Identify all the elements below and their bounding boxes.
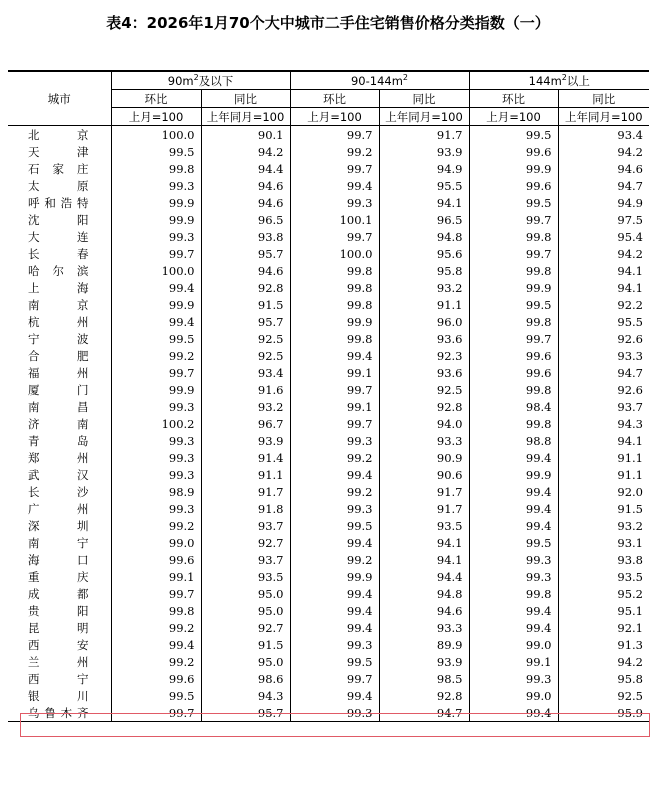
index-value: 94.6: [201, 177, 290, 194]
table-row: [8, 687, 649, 704]
index-value: 99.0: [111, 534, 201, 551]
city-name: 长沙: [28, 484, 89, 499]
index-value: 99.7: [290, 228, 379, 245]
city-name: 昆明: [28, 620, 89, 635]
index-value: 99.6: [469, 177, 558, 194]
city-name: 长春: [28, 246, 89, 261]
index-value: 92.1: [558, 619, 649, 636]
index-value: 96.5: [379, 211, 469, 228]
index-value: 99.4: [469, 602, 558, 619]
index-value: 95.1: [558, 602, 649, 619]
city-name: 南昌: [28, 399, 89, 414]
index-value: 100.1: [290, 211, 379, 228]
index-value: 93.9: [201, 432, 290, 449]
index-value: 93.6: [379, 364, 469, 381]
index-value: 99.2: [290, 483, 379, 500]
index-value: 99.3: [111, 500, 201, 517]
index-value: 91.5: [558, 500, 649, 517]
index-value: 99.9: [111, 194, 201, 211]
index-value: 99.8: [290, 330, 379, 347]
index-value: 99.7: [290, 381, 379, 398]
sub-header-yoy: 同比: [201, 90, 290, 108]
index-value: 89.9: [379, 636, 469, 653]
base-header-yoy: 上年同月=100: [558, 108, 649, 126]
city-name: 贵阳: [28, 603, 89, 618]
city-name: 西宁: [28, 671, 89, 686]
index-value: 93.7: [201, 551, 290, 568]
index-value: 99.4: [290, 466, 379, 483]
index-value: 99.2: [111, 347, 201, 364]
index-value: 93.9: [379, 143, 469, 160]
city-name: 北京: [28, 127, 89, 142]
index-value: 95.8: [558, 670, 649, 687]
index-value: 100.0: [111, 262, 201, 279]
city-name: 深圳: [28, 518, 89, 533]
table-row: [8, 449, 649, 466]
table-row: [8, 143, 649, 160]
index-value: 99.7: [111, 364, 201, 381]
index-value: 93.3: [558, 347, 649, 364]
index-value: 99.8: [290, 296, 379, 313]
city-name: 石家庄: [28, 161, 89, 176]
index-value: 91.5: [201, 636, 290, 653]
index-value: 93.7: [201, 517, 290, 534]
index-value: 92.7: [201, 534, 290, 551]
index-value: 99.1: [290, 398, 379, 415]
table-row: [8, 228, 649, 245]
index-value: 99.6: [469, 143, 558, 160]
index-value: 99.9: [111, 381, 201, 398]
index-value: 92.8: [201, 279, 290, 296]
table-row: [8, 602, 649, 619]
city-name: 太原: [28, 178, 89, 193]
city-name: 杭州: [28, 314, 89, 329]
index-value: 99.8: [469, 415, 558, 432]
index-value: 99.8: [469, 262, 558, 279]
index-value: 93.8: [558, 551, 649, 568]
index-value: 91.5: [201, 296, 290, 313]
city-name: 青岛: [28, 433, 89, 448]
index-value: 99.8: [469, 585, 558, 602]
group-header-mid: $90-144m^2$: [290, 71, 469, 90]
index-value: 95.4: [558, 228, 649, 245]
index-value: 92.6: [558, 381, 649, 398]
index-value: 94.2: [558, 653, 649, 670]
city-header: 城市: [8, 71, 111, 126]
index-value: 99.6: [111, 551, 201, 568]
index-value: 99.2: [290, 143, 379, 160]
sub-header-mom: 环比: [290, 90, 379, 108]
index-value: 95.9: [558, 704, 649, 722]
index-value: 99.7: [290, 160, 379, 177]
index-value: 94.1: [379, 534, 469, 551]
index-value: 95.2: [558, 585, 649, 602]
index-value: 95.5: [558, 313, 649, 330]
index-value: 99.4: [469, 449, 558, 466]
index-value: 99.8: [290, 279, 379, 296]
index-value: 95.7: [201, 313, 290, 330]
index-value: 99.4: [111, 313, 201, 330]
index-value: 99.4: [469, 619, 558, 636]
index-value: 93.9: [379, 653, 469, 670]
index-value: 99.8: [111, 160, 201, 177]
city-name: 南京: [28, 297, 89, 312]
index-value: 93.2: [379, 279, 469, 296]
index-value: 92.5: [379, 381, 469, 398]
index-value: 92.5: [201, 330, 290, 347]
index-value: 99.8: [111, 602, 201, 619]
city-name: 广州: [28, 501, 89, 516]
base-header-mom: 上月=100: [111, 108, 201, 126]
index-value: 95.6: [379, 245, 469, 262]
index-value: 99.3: [111, 177, 201, 194]
index-value: 99.9: [469, 160, 558, 177]
index-value: 99.4: [290, 585, 379, 602]
index-value: 93.5: [558, 568, 649, 585]
index-value: 99.5: [111, 143, 201, 160]
table-row: [8, 330, 649, 347]
index-value: 93.2: [558, 517, 649, 534]
index-value: 95.7: [201, 704, 290, 722]
base-header-mom: 上月=100: [290, 108, 379, 126]
index-value: 90.1: [201, 126, 290, 144]
index-value: 94.1: [558, 279, 649, 296]
city-name: 沈阳: [28, 212, 89, 227]
index-value: 98.6: [201, 670, 290, 687]
index-value: 91.8: [201, 500, 290, 517]
table-row: [8, 194, 649, 211]
city-name: 合肥: [28, 348, 89, 363]
index-value: 96.7: [201, 415, 290, 432]
index-value: 99.3: [469, 568, 558, 585]
index-value: 99.3: [290, 500, 379, 517]
city-name: 宁波: [28, 331, 89, 346]
index-value: 94.7: [558, 177, 649, 194]
index-value: 91.7: [201, 483, 290, 500]
index-value: 94.2: [558, 245, 649, 262]
index-value: 99.5: [469, 126, 558, 144]
index-value: 95.5: [379, 177, 469, 194]
index-value: 94.6: [379, 602, 469, 619]
index-value: 93.6: [379, 330, 469, 347]
table-row: [8, 160, 649, 177]
index-value: 99.2: [111, 619, 201, 636]
index-value: 99.7: [290, 670, 379, 687]
index-value: 92.6: [558, 330, 649, 347]
index-value: 96.0: [379, 313, 469, 330]
index-value: 99.3: [111, 466, 201, 483]
sub-header-mom: 环比: [111, 90, 201, 108]
index-value: 99.4: [469, 483, 558, 500]
index-value: 99.3: [469, 551, 558, 568]
index-value: 93.3: [379, 619, 469, 636]
index-value: 94.6: [558, 160, 649, 177]
index-value: 99.6: [469, 364, 558, 381]
index-value: 99.7: [290, 415, 379, 432]
sub-header-yoy: 同比: [379, 90, 469, 108]
table-row: [8, 466, 649, 483]
city-name: 南宁: [28, 535, 89, 550]
index-value: 91.6: [201, 381, 290, 398]
table-body: [8, 126, 649, 722]
index-value: 99.1: [469, 653, 558, 670]
index-value: 99.7: [111, 585, 201, 602]
index-value: 100.0: [290, 245, 379, 262]
index-value: 94.2: [558, 143, 649, 160]
table-row: [8, 177, 649, 194]
index-value: 92.5: [201, 347, 290, 364]
table-row: [8, 245, 649, 262]
index-value: 98.9: [111, 483, 201, 500]
index-value: 99.3: [111, 449, 201, 466]
index-value: 99.7: [111, 245, 201, 262]
index-value: 99.7: [469, 211, 558, 228]
city-name: 郑州: [28, 450, 89, 465]
index-value: 99.5: [111, 330, 201, 347]
index-value: 99.4: [469, 704, 558, 722]
index-value: 99.4: [290, 602, 379, 619]
index-value: 99.1: [290, 364, 379, 381]
index-value: 99.6: [111, 670, 201, 687]
index-value: 99.4: [290, 534, 379, 551]
index-value: 93.3: [379, 432, 469, 449]
table-row: [8, 364, 649, 381]
base-header-yoy: 上年同月=100: [201, 108, 290, 126]
index-value: 91.7: [379, 500, 469, 517]
index-value: 95.7: [201, 245, 290, 262]
group-header-small: $90m^2$及以下: [111, 71, 290, 90]
city-name: 大连: [28, 229, 89, 244]
index-value: 92.0: [558, 483, 649, 500]
index-value: 100.0: [111, 126, 201, 144]
index-value: 94.8: [379, 228, 469, 245]
index-value: 94.6: [201, 194, 290, 211]
table-row: [8, 619, 649, 636]
sub-header-mom: 环比: [469, 90, 558, 108]
index-value: 99.7: [290, 126, 379, 144]
table-row: [8, 279, 649, 296]
index-value: 99.3: [290, 194, 379, 211]
index-value: 99.4: [290, 687, 379, 704]
table-row: [8, 381, 649, 398]
table-row: [8, 653, 649, 670]
table-row: [8, 126, 649, 144]
index-value: 94.4: [201, 160, 290, 177]
index-value: 99.9: [290, 313, 379, 330]
table-row: [8, 432, 649, 449]
index-value: 92.2: [558, 296, 649, 313]
city-name: 哈尔滨: [28, 263, 89, 278]
table-row: [8, 670, 649, 687]
index-value: 99.5: [290, 517, 379, 534]
index-value: 91.1: [201, 466, 290, 483]
index-value: 94.1: [558, 432, 649, 449]
city-name: 福州: [28, 365, 89, 380]
city-name: 呼和浩特: [28, 195, 89, 210]
city-name: 重庆: [28, 569, 89, 584]
index-value: 94.7: [558, 364, 649, 381]
index-value: 99.3: [111, 228, 201, 245]
index-value: 94.2: [201, 143, 290, 160]
index-value: 93.4: [201, 364, 290, 381]
table-title: 表4：2026年1月70个大中城市二手住宅销售价格分类指数（一）: [106, 14, 550, 32]
index-value: 96.5: [201, 211, 290, 228]
index-value: 99.4: [290, 619, 379, 636]
city-name: 兰州: [28, 654, 89, 669]
index-value: 100.2: [111, 415, 201, 432]
index-value: 94.1: [379, 551, 469, 568]
index-value: 99.2: [290, 551, 379, 568]
index-value: 92.5: [558, 687, 649, 704]
group-header-large: $144m^2$以上: [469, 71, 649, 90]
index-value: 98.5: [379, 670, 469, 687]
index-value: 99.3: [290, 432, 379, 449]
city-name: 乌鲁木齐: [8, 704, 111, 722]
index-value: 94.3: [201, 687, 290, 704]
index-value: 93.2: [201, 398, 290, 415]
index-value: 99.8: [469, 228, 558, 245]
city-name: 上海: [28, 280, 89, 295]
index-value: 91.7: [379, 483, 469, 500]
index-value: 99.3: [111, 398, 201, 415]
city-name: 武汉: [28, 467, 89, 482]
index-value: 99.9: [111, 211, 201, 228]
index-value: 99.5: [469, 296, 558, 313]
index-value: 91.7: [379, 126, 469, 144]
index-value: 99.5: [469, 534, 558, 551]
index-value: 93.1: [558, 534, 649, 551]
city-name: 成都: [28, 586, 89, 601]
index-value: 99.0: [469, 636, 558, 653]
index-value: 99.5: [111, 687, 201, 704]
index-value: 95.0: [201, 585, 290, 602]
index-value: 98.4: [469, 398, 558, 415]
index-value: 99.9: [469, 466, 558, 483]
index-value: 99.9: [469, 279, 558, 296]
table-row: [8, 483, 649, 500]
index-value: 92.3: [379, 347, 469, 364]
index-value: 99.4: [111, 636, 201, 653]
index-value: 93.7: [558, 398, 649, 415]
index-value: 99.5: [290, 653, 379, 670]
table-row: [8, 585, 649, 602]
index-value: 95.0: [201, 653, 290, 670]
index-value: 99.8: [290, 262, 379, 279]
index-value: 90.6: [379, 466, 469, 483]
index-value: 99.9: [290, 568, 379, 585]
index-value: 94.9: [558, 194, 649, 211]
index-value: 91.4: [201, 449, 290, 466]
index-value: 92.7: [201, 619, 290, 636]
price-index-table: [8, 70, 649, 722]
index-value: 94.0: [379, 415, 469, 432]
index-value: 95.0: [201, 602, 290, 619]
index-value: 94.8: [379, 585, 469, 602]
city-name: 海口: [28, 552, 89, 567]
index-value: 94.7: [379, 704, 469, 722]
sub-header-yoy: 同比: [558, 90, 649, 108]
table-row: [8, 568, 649, 585]
index-value: 92.8: [379, 687, 469, 704]
index-value: 99.7: [111, 704, 201, 722]
index-value: 94.3: [558, 415, 649, 432]
index-value: 99.1: [111, 568, 201, 585]
index-value: 94.4: [379, 568, 469, 585]
index-value: 90.9: [379, 449, 469, 466]
index-value: 99.4: [111, 279, 201, 296]
index-value: 99.4: [469, 517, 558, 534]
index-value: 93.5: [201, 568, 290, 585]
index-value: 94.1: [379, 194, 469, 211]
table-row: [8, 262, 649, 279]
index-value: 93.5: [379, 517, 469, 534]
city-name: 济南: [28, 416, 89, 431]
index-value: 92.8: [379, 398, 469, 415]
index-value: 93.4: [558, 126, 649, 144]
table-row: [8, 636, 649, 653]
index-value: 99.3: [111, 432, 201, 449]
index-value: 94.1: [558, 262, 649, 279]
city-name: 厦门: [28, 382, 89, 397]
index-value: 99.2: [111, 653, 201, 670]
index-value: 99.4: [290, 347, 379, 364]
index-value: 99.7: [469, 245, 558, 262]
table-row: [8, 211, 649, 228]
index-value: 91.1: [558, 449, 649, 466]
table-row: [8, 313, 649, 330]
index-value: 99.6: [469, 347, 558, 364]
index-value: 99.8: [469, 313, 558, 330]
table-row: [8, 296, 649, 313]
index-value: 91.3: [558, 636, 649, 653]
table-row: [8, 415, 649, 432]
highlight-box: [20, 713, 650, 737]
table-row: [8, 500, 649, 517]
base-header-yoy: 上年同月=100: [379, 108, 469, 126]
index-value: 97.5: [558, 211, 649, 228]
index-value: 99.4: [469, 500, 558, 517]
index-value: 99.2: [290, 449, 379, 466]
table-row: [8, 398, 649, 415]
city-name: 天津: [28, 144, 89, 159]
index-value: 93.8: [201, 228, 290, 245]
index-value: 95.8: [379, 262, 469, 279]
index-value: 99.5: [469, 194, 558, 211]
index-value: 94.6: [201, 262, 290, 279]
city-name: 银川: [28, 688, 89, 703]
base-header-mom: 上月=100: [469, 108, 558, 126]
index-value: 99.8: [469, 381, 558, 398]
table-row: [8, 347, 649, 364]
index-value: 94.9: [379, 160, 469, 177]
index-value: 99.9: [111, 296, 201, 313]
index-value: 98.8: [469, 432, 558, 449]
city-name: 西安: [28, 637, 89, 652]
index-value: 91.1: [558, 466, 649, 483]
table-row: [8, 551, 649, 568]
index-value: 99.3: [290, 704, 379, 722]
index-value: 99.4: [290, 177, 379, 194]
index-value: 91.1: [379, 296, 469, 313]
index-value: 99.3: [469, 670, 558, 687]
index-value: 99.0: [469, 687, 558, 704]
table-row: [8, 517, 649, 534]
index-value: 99.3: [290, 636, 379, 653]
table-row: [8, 534, 649, 551]
index-value: 99.2: [111, 517, 201, 534]
index-value: 99.7: [469, 330, 558, 347]
